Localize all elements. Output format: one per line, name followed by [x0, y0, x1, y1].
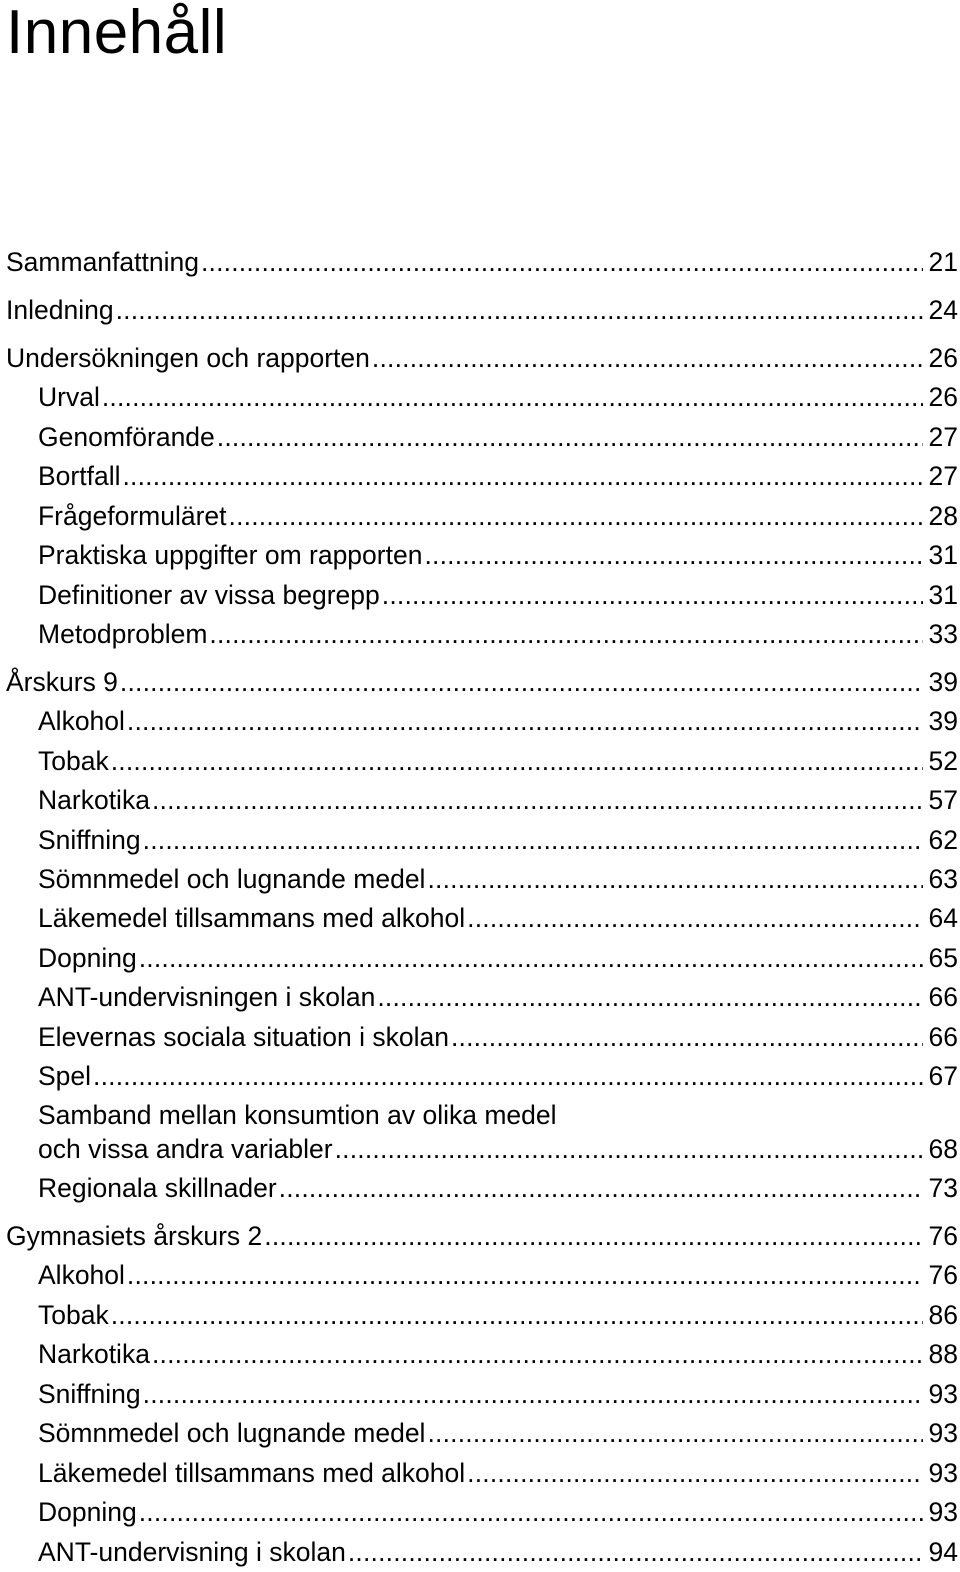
- toc-entry-page: 66: [928, 982, 958, 1012]
- toc-entry[interactable]: [38, 1060, 958, 1092]
- toc-entry[interactable]: [38, 1457, 958, 1489]
- toc-entry-label: Dopning: [38, 943, 137, 973]
- toc-entry-page: 28: [928, 501, 958, 531]
- toc-entry-page: 86: [928, 1300, 958, 1330]
- toc-leader-dots: [382, 579, 923, 611]
- toc-entry-page: 39: [928, 706, 958, 736]
- toc-leader-dots: [424, 539, 922, 571]
- toc-entry-label: Sömnmedel och lugnande medel: [38, 864, 426, 894]
- toc-leader-dots: [111, 745, 923, 777]
- toc-entry[interactable]: [38, 1133, 958, 1165]
- toc-entry[interactable]: [6, 342, 958, 374]
- toc-entry-page: 88: [928, 1339, 958, 1369]
- toc-leader-dots: [127, 1259, 923, 1291]
- toc-entry-label: Undersökningen och rapporten: [6, 343, 370, 373]
- toc-entry-page: 27: [928, 461, 958, 491]
- toc-entry-label: Tobak: [38, 1300, 109, 1330]
- toc-entry-page: 21: [928, 247, 958, 277]
- toc-leader-dots: [427, 863, 922, 895]
- toc-leader-dots: [335, 1133, 923, 1165]
- toc-entry[interactable]: [38, 579, 958, 611]
- toc-leader-dots: [116, 294, 923, 326]
- toc-entry[interactable]: [38, 705, 958, 737]
- toc-entry-page: 62: [928, 825, 958, 855]
- toc-entry-label: Sniffning: [38, 1379, 141, 1409]
- toc-entry-page: 31: [928, 580, 958, 610]
- toc-leader-dots: [264, 1220, 922, 1252]
- toc-entry-label: Regionala skillnader: [38, 1173, 277, 1203]
- toc-leader-dots: [372, 342, 923, 374]
- toc-entry-label: ANT-undervisning i skolan: [38, 1537, 346, 1567]
- toc-entry[interactable]: [6, 246, 958, 278]
- toc-entry[interactable]: [38, 1172, 958, 1204]
- toc-entry-page: 33: [928, 619, 958, 649]
- toc-entry-label: och vissa andra variabler: [38, 1134, 333, 1164]
- toc-entry[interactable]: [38, 1021, 958, 1053]
- toc-entry-label: Tobak: [38, 746, 109, 776]
- toc-entry-label: Gymnasiets årskurs 2: [6, 1221, 263, 1251]
- toc-entry[interactable]: [38, 981, 958, 1013]
- toc-leader-dots: [93, 1060, 922, 1092]
- toc-leader-dots: [467, 1457, 922, 1489]
- toc-entry-page: 64: [928, 903, 958, 933]
- toc-entry-label: Alkohol: [38, 706, 125, 736]
- toc-entry[interactable]: [38, 863, 958, 895]
- toc-entry[interactable]: [38, 1378, 958, 1410]
- toc-entry[interactable]: [38, 500, 958, 532]
- toc-entry-page: 94: [928, 1537, 958, 1567]
- toc-entry-page: 93: [928, 1379, 958, 1409]
- toc-leader-dots: [102, 381, 923, 413]
- toc-entry[interactable]: [38, 1417, 958, 1449]
- toc-entry-label: Årskurs 9: [6, 667, 118, 697]
- toc-entry-page: 63: [928, 864, 958, 894]
- toc-entry-label: Spel: [38, 1061, 92, 1091]
- toc-entry[interactable]: [38, 1338, 958, 1370]
- toc-entry[interactable]: [38, 1496, 958, 1528]
- toc-entry-label: Dopning: [38, 1497, 137, 1527]
- toc-entry-label: Frågeformuläret: [38, 501, 227, 531]
- toc-entry-label: Sammanfattning: [6, 247, 199, 277]
- toc-entry-label: Läkemedel tillsammans med alkohol: [38, 903, 466, 933]
- toc-leader-dots: [122, 460, 922, 492]
- toc-leader-dots: [348, 1536, 923, 1568]
- toc-entry-page: 66: [928, 1022, 958, 1052]
- toc-entry[interactable]: [38, 421, 958, 453]
- toc-entry-label: Sömnmedel och lugnande medel: [38, 1418, 426, 1448]
- toc-entry-label-first-line[interactable]: Samband mellan konsumtion av olika medel: [38, 1100, 557, 1130]
- toc-entry[interactable]: [38, 381, 958, 413]
- toc-entry[interactable]: [6, 666, 958, 698]
- toc-entry[interactable]: [6, 1220, 958, 1252]
- toc-leader-dots: [139, 1496, 923, 1528]
- toc-entry-label: Narkotika: [38, 785, 150, 815]
- toc-leader-dots: [143, 1378, 923, 1410]
- toc-leader-dots: [143, 824, 923, 856]
- toc-entry-label: Läkemedel tillsammans med alkohol: [38, 1458, 466, 1488]
- toc-entry[interactable]: [38, 1299, 958, 1331]
- toc-leader-dots: [152, 1338, 923, 1370]
- toc-leader-dots: [209, 618, 922, 650]
- toc-entry-label: ANT-undervisningen i skolan: [38, 982, 376, 1012]
- toc-entry-label: Genomförande: [38, 422, 215, 452]
- toc-entry[interactable]: [38, 539, 958, 571]
- toc-entry-page: 93: [928, 1418, 958, 1448]
- toc-entry-page: 26: [928, 343, 958, 373]
- toc-entry-page: 26: [928, 382, 958, 412]
- toc-entry-label: Urval: [38, 382, 100, 412]
- toc-leader-dots: [377, 981, 922, 1013]
- toc-entry-page: 57: [928, 785, 958, 815]
- toc-entry-label: Praktiska uppgifter om rapporten: [38, 540, 423, 570]
- toc-entry[interactable]: [38, 942, 958, 974]
- toc-entry-page: 27: [928, 422, 958, 452]
- toc-entry-page: 24: [928, 295, 958, 325]
- toc-leader-dots: [120, 666, 923, 698]
- toc-leader-dots: [467, 902, 922, 934]
- toc-entry-page: 52: [928, 746, 958, 776]
- toc-entry[interactable]: [38, 902, 958, 934]
- toc-entry-page: 68: [928, 1134, 958, 1164]
- toc-leader-dots: [217, 421, 923, 453]
- toc-leader-dots: [427, 1417, 922, 1449]
- toc-leader-dots: [201, 246, 923, 278]
- toc-entry-page: 31: [928, 540, 958, 570]
- toc-entry[interactable]: [38, 460, 958, 492]
- toc-entry-page: 93: [928, 1497, 958, 1527]
- toc-entry-label: Elevernas sociala situation i skolan: [38, 1022, 449, 1052]
- toc-entry[interactable]: [38, 618, 958, 650]
- toc-entry-label: Metodproblem: [38, 619, 208, 649]
- toc-entry-page: 76: [928, 1260, 958, 1290]
- toc-entry-label: Sniffning: [38, 825, 141, 855]
- toc-leader-dots: [139, 942, 923, 974]
- toc-leader-dots: [279, 1172, 923, 1204]
- toc-entry[interactable]: [38, 784, 958, 816]
- toc-entry[interactable]: [38, 745, 958, 777]
- toc-entry-label: Definitioner av vissa begrepp: [38, 580, 380, 610]
- toc-entry[interactable]: [38, 824, 958, 856]
- toc-leader-dots: [152, 784, 923, 816]
- toc-entry-page: 76: [928, 1221, 958, 1251]
- toc-entry-label: Inledning: [6, 295, 114, 325]
- toc-leader-dots: [451, 1021, 923, 1053]
- toc-leader-dots: [229, 500, 923, 532]
- toc-entry[interactable]: [6, 294, 958, 326]
- toc-entry-label: Alkohol: [38, 1260, 125, 1290]
- toc-entry-page: 67: [928, 1061, 958, 1091]
- toc-entry-page: 73: [928, 1173, 958, 1203]
- toc-entry-page: 39: [928, 667, 958, 697]
- toc-entry-page: 93: [928, 1458, 958, 1488]
- toc-entry[interactable]: [38, 1536, 958, 1568]
- toc-entry-page: 65: [928, 943, 958, 973]
- toc-entry[interactable]: [38, 1259, 958, 1291]
- page-title: Innehåll: [6, 0, 228, 67]
- toc-entry-label: Bortfall: [38, 461, 121, 491]
- toc-leader-dots: [127, 705, 923, 737]
- toc-entry-label: Narkotika: [38, 1339, 150, 1369]
- toc-leader-dots: [111, 1299, 923, 1331]
